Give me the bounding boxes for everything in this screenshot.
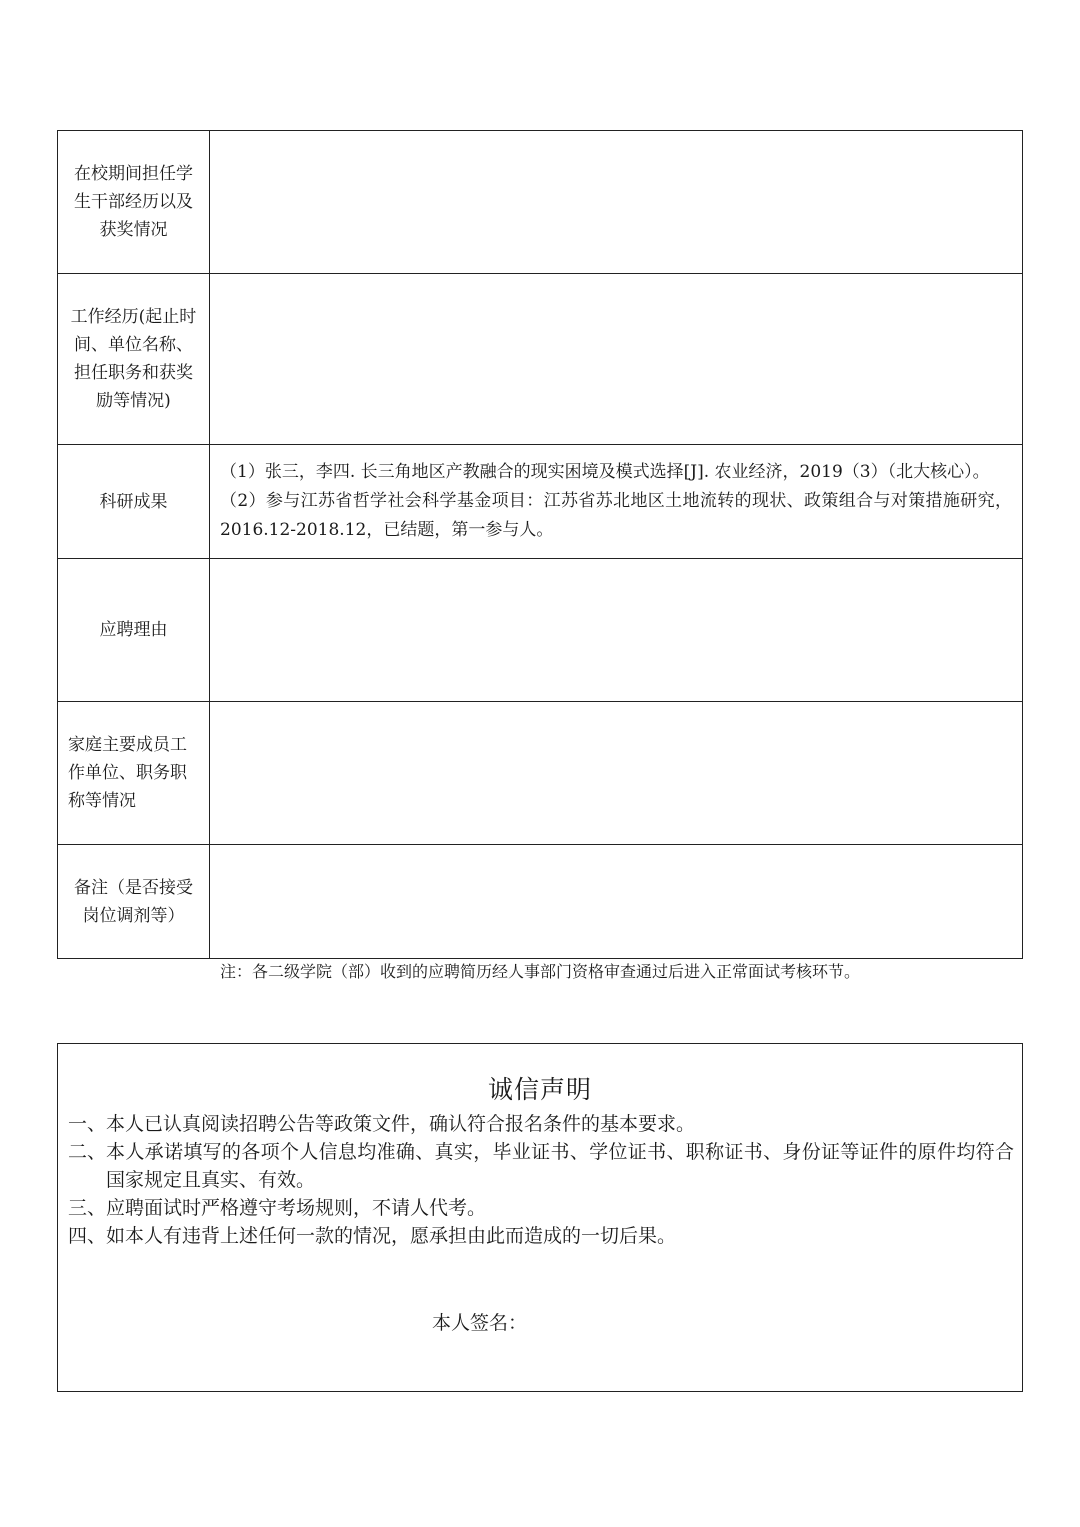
row-label-remarks: 备注（是否接受岗位调剂等）: [58, 845, 210, 959]
declaration-item: [68, 1222, 1014, 1250]
declaration-item: [68, 1110, 1014, 1138]
remarks-content[interactable]: [210, 845, 1023, 959]
declaration-item: [68, 1194, 1014, 1222]
declaration-item-number: 三、: [68, 1197, 107, 1219]
declaration-item-number: 四、: [68, 1225, 107, 1247]
integrity-declaration: [57, 1043, 1023, 1392]
form-note: 注：各二级学院（部）收到的应聘简历经人事部门资格审查通过后进入正常面试考核环节。: [219, 962, 860, 981]
declaration-item-text: 如本人有违背上述任何一款的情况，愿承担由此而造成的一切后果。: [106, 1225, 677, 1247]
work-experience-content[interactable]: [210, 274, 1023, 445]
table-row: [58, 845, 1023, 959]
declaration-item-number: 一、: [68, 1113, 107, 1135]
table-row: [58, 702, 1023, 845]
declaration-item-text: 应聘面试时严格遵守考场规则，不请人代考。: [106, 1197, 487, 1219]
research-item: （2）参与江苏省哲学社会科学基金项目：江苏省苏北地区土地流转的现状、政策组合与对策措施研究，2016.12-2018.12，已结题，第一参与人。: [220, 491, 1012, 540]
table-row: [58, 559, 1023, 702]
research-content[interactable]: [210, 445, 1023, 559]
signature-field[interactable]: [432, 1309, 527, 1337]
application-reason-content[interactable]: [210, 559, 1023, 702]
declaration-item-text: 本人承诺填写的各项个人信息均准确、真实，毕业证书、学位证书、职称证书、身份证等证件的原件均符合国家规定且真实、有效。: [106, 1141, 1014, 1191]
table-row: [58, 274, 1023, 445]
declaration-item: [68, 1138, 1014, 1194]
row-label-family-members: 家庭主要成员工作单位、职务职称等情况: [58, 702, 210, 845]
row-label-research: 科研成果: [58, 445, 210, 559]
row-label-application-reason: 应聘理由: [58, 559, 210, 702]
signature-label: 本人签名：: [432, 1312, 528, 1334]
row-label-work-experience: 工作经历(起止时间、单位名称、担任职务和获奖励等情况): [58, 274, 210, 445]
declaration-item-number: 二、: [68, 1141, 107, 1163]
declaration-item-text: 本人已认真阅读招聘公告等政策文件，确认符合报名条件的基本要求。: [106, 1113, 696, 1135]
row-label-student-cadre: 在校期间担任学生干部经历以及获奖情况: [58, 131, 210, 274]
declaration-items: [68, 1110, 1014, 1250]
student-cadre-content[interactable]: [210, 131, 1023, 274]
table-row: [58, 131, 1023, 274]
application-form-table: [57, 130, 1023, 959]
table-row: [58, 445, 1023, 559]
research-item: （1）张三，李四. 长三角地区产教融合的现实困境及模式选择[J]. 农业经济，2019（3）（北大核心）。: [220, 462, 990, 482]
declaration-title: 诚信声明: [487, 1075, 592, 1104]
family-members-content[interactable]: [210, 702, 1023, 845]
